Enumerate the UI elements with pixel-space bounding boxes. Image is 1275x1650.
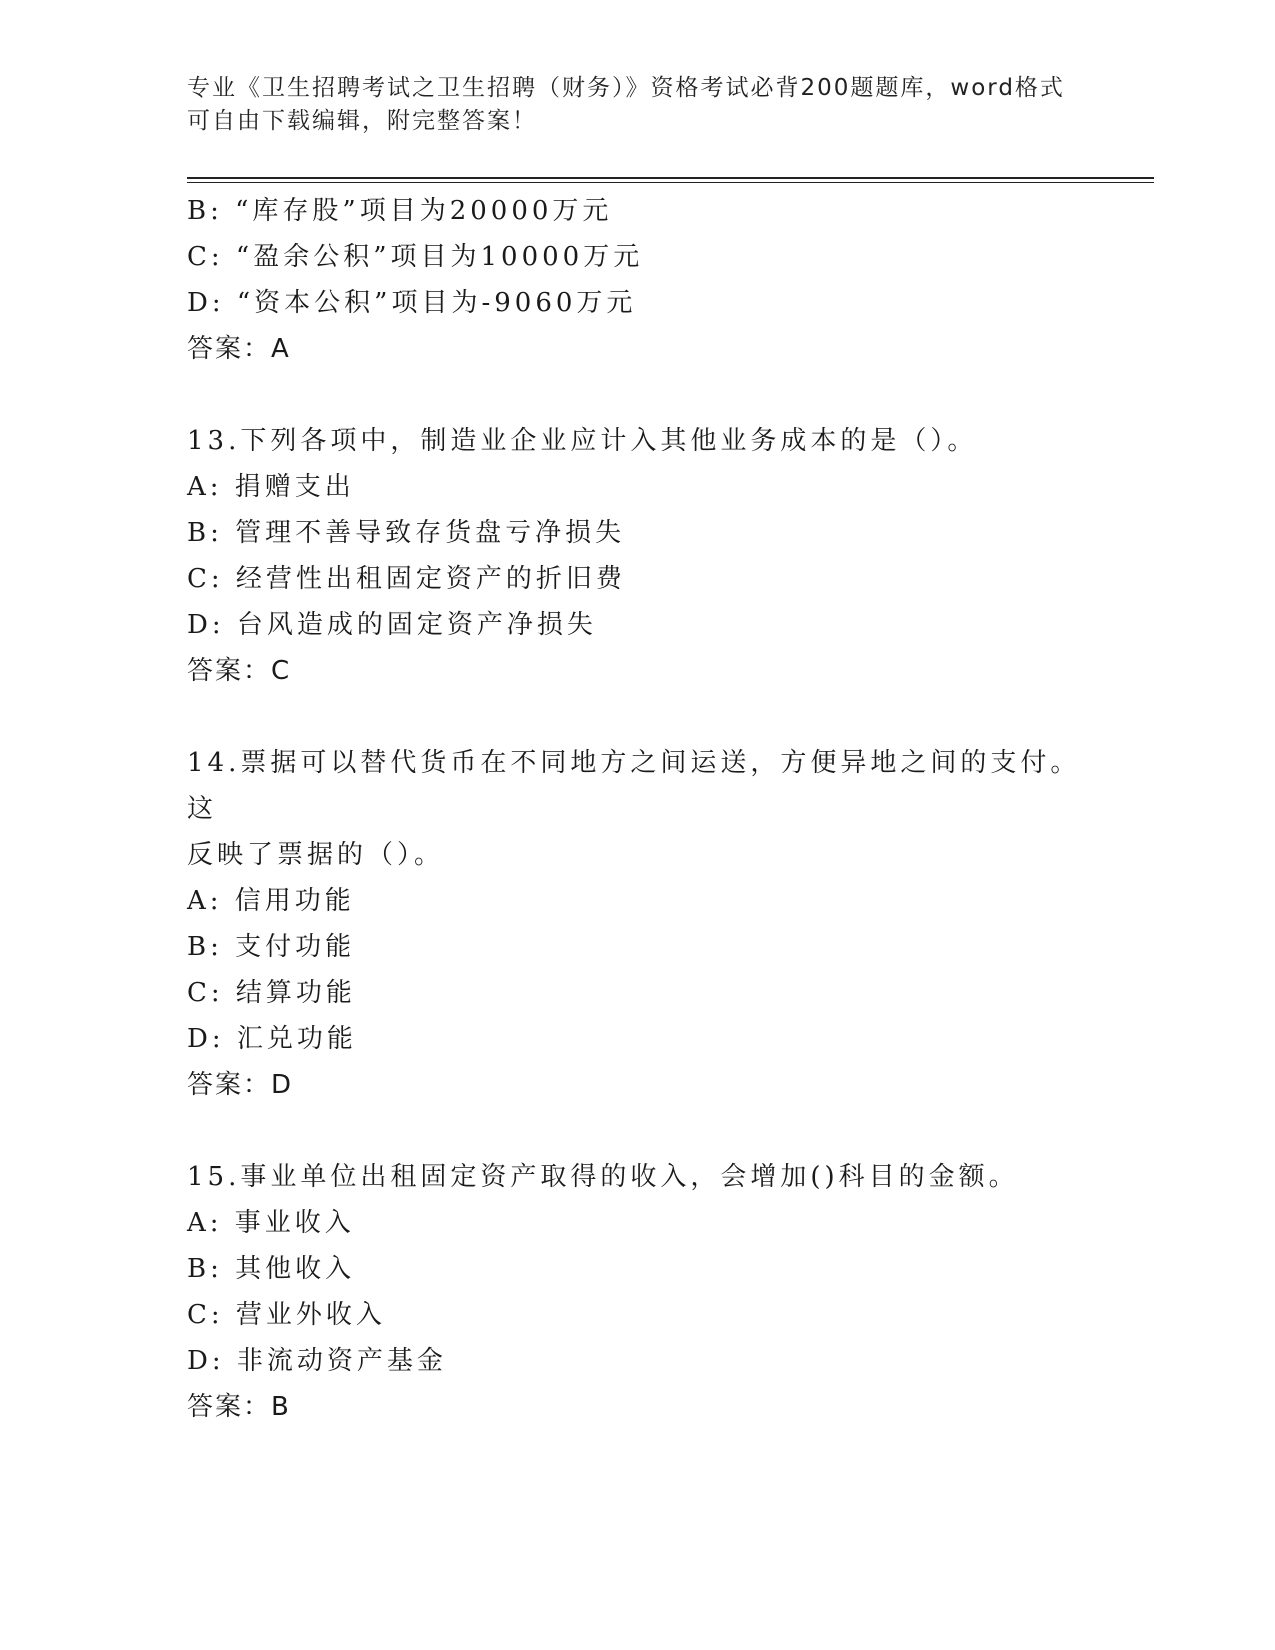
question-block-13	[187, 418, 1087, 694]
answer-line: 答案：D	[187, 1070, 294, 1100]
header-divider-thick	[187, 177, 1154, 179]
option-a: A: 捐赠支出	[187, 472, 355, 502]
option-c: C: “盈余公积”项目为10000万元	[187, 242, 644, 272]
spacer	[187, 372, 1087, 418]
spacer	[187, 694, 1087, 740]
answer-line: 答案：A	[187, 334, 291, 364]
question-block-14	[187, 740, 1087, 1108]
answer-line: 答案：B	[187, 1392, 291, 1422]
header-line-1: 专业《卫生招聘考试之卫生招聘（财务）》资格考试必背200题题库，word格式	[187, 75, 1065, 101]
option-a: A: 信用功能	[187, 886, 355, 916]
header-divider-thin	[187, 182, 1154, 183]
option-a: A: 事业收入	[187, 1208, 355, 1238]
question-stem: 15.事业单位出租固定资产取得的收入，会增加()科目的金额。	[187, 1162, 1019, 1192]
option-d: D: 非流动资产基金	[187, 1346, 447, 1376]
option-b: B: 支付功能	[187, 932, 356, 962]
option-d: D: “资本公积”项目为-9060万元	[187, 288, 637, 318]
question-block-15	[187, 1154, 1087, 1430]
question-content	[187, 188, 1087, 1430]
header-line-2: 可自由下载编辑，附完整答案！	[187, 108, 537, 134]
option-c: C: 结算功能	[187, 978, 356, 1008]
option-c: C: 营业外收入	[187, 1300, 386, 1330]
option-c: C: 经营性出租固定资产的折旧费	[187, 564, 626, 594]
option-b: B: “库存股”项目为20000万元	[187, 196, 613, 226]
option-d: D: 台风造成的固定资产净损失	[187, 610, 597, 640]
answer-line: 答案：C	[187, 656, 292, 686]
question-block-12	[187, 188, 1087, 372]
spacer	[187, 1108, 1087, 1154]
option-b: B: 其他收入	[187, 1254, 356, 1284]
document-header	[187, 72, 1087, 138]
question-stem-line-2: 反映了票据的（）。	[187, 840, 445, 870]
option-b: B: 管理不善导致存货盘亏净损失	[187, 518, 626, 548]
question-stem: 13.下列各项中，制造业企业应计入其他业务成本的是（）。	[187, 426, 978, 456]
question-stem-line-1: 14.票据可以替代货币在不同地方之间运送，方便异地之间的支付。这	[187, 748, 1081, 824]
option-d: D: 汇兑功能	[187, 1024, 357, 1054]
